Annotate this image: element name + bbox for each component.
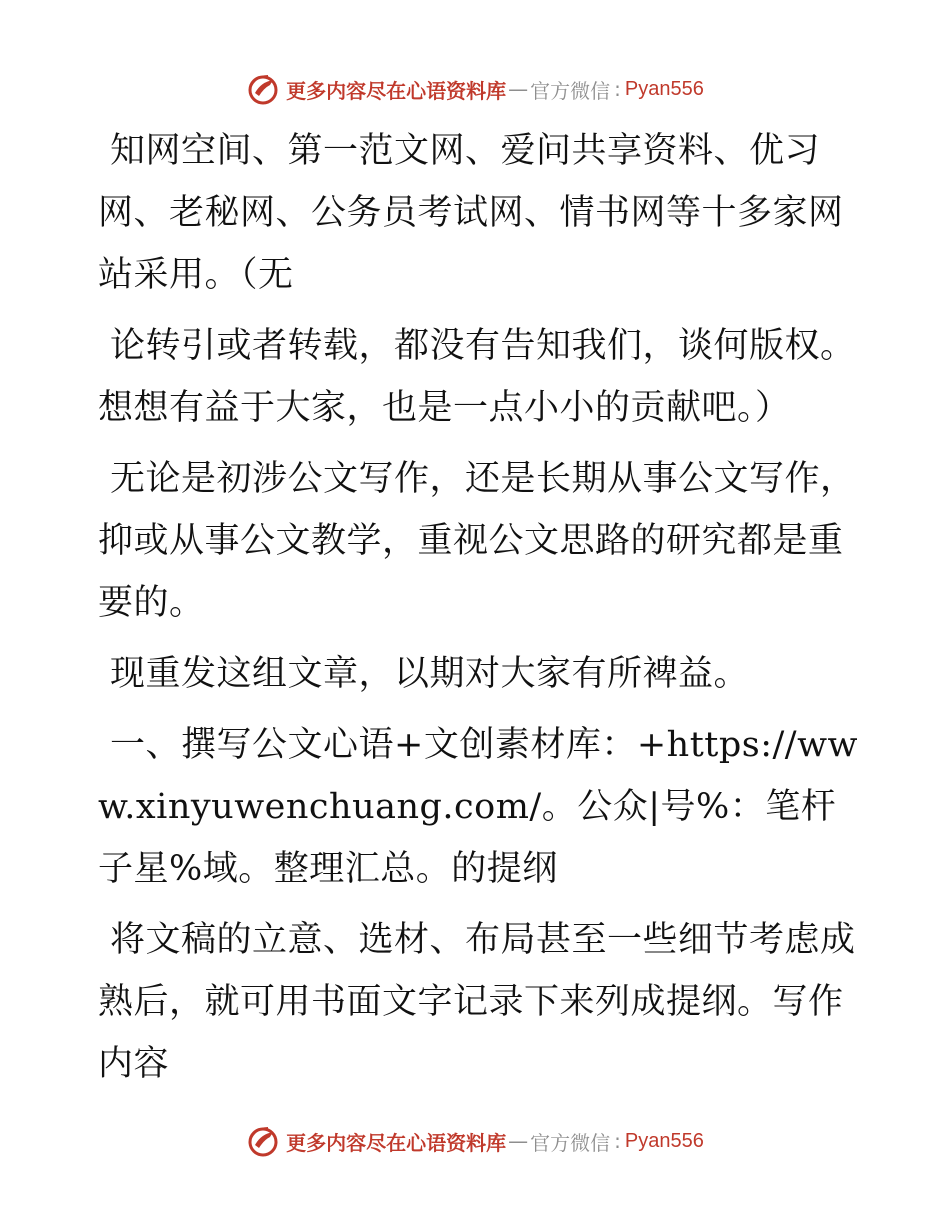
banner-wechat-label: 官方微信: [530, 1130, 611, 1155]
banner-colon: :: [614, 1129, 621, 1153]
paragraph: 论转引或者转载，都没有告知我们，谈何版权。想想有益于大家，也是一点小小的贡献吧。）: [98, 326, 856, 428]
banner-separator: —: [508, 77, 529, 101]
paragraph: 无论是初涉公文写作，还是长期从事公文写作，抑或从事公文教学，重视公文思路的研究都是重要的。: [98, 459, 856, 623]
paragraph: 将文稿的立意、选材、布局甚至一些细节考虑成熟后，就可用书面文字记录下来列成提纲。写作内容: [98, 920, 856, 1084]
banner-wechat-id: Pyan556: [624, 1129, 704, 1152]
pen-swirl-logo-icon: [246, 1124, 280, 1158]
banner-wechat-id: Pyan556: [624, 77, 704, 100]
document-body: [98, 120, 858, 1104]
banner-separator: —: [508, 1129, 529, 1153]
banner-wechat-label: 官方微信: [530, 78, 611, 103]
header-banner: [0, 72, 950, 106]
banner-colon: :: [614, 77, 621, 101]
pen-swirl-logo-icon: [246, 72, 280, 106]
paragraph: 现重发这组文章，以期对大家有所裨益。: [110, 654, 750, 694]
footer-banner: [0, 1124, 950, 1158]
paragraph: 一、撰写公文心语+文创素材库：+https://www.xinyuwenchuang.com/。公众|号%：笔杆子星%域。整理汇总。的提纲: [98, 725, 858, 889]
banner-brand-text: 更多内容尽在心语资料库: [286, 78, 507, 103]
paragraph: 知网空间、第一范文网、爱问共享资料、优习网、老秘网、公务员考试网、情书网等十多家网站采用。（无: [98, 131, 844, 295]
banner-brand-text: 更多内容尽在心语资料库: [286, 1130, 507, 1155]
